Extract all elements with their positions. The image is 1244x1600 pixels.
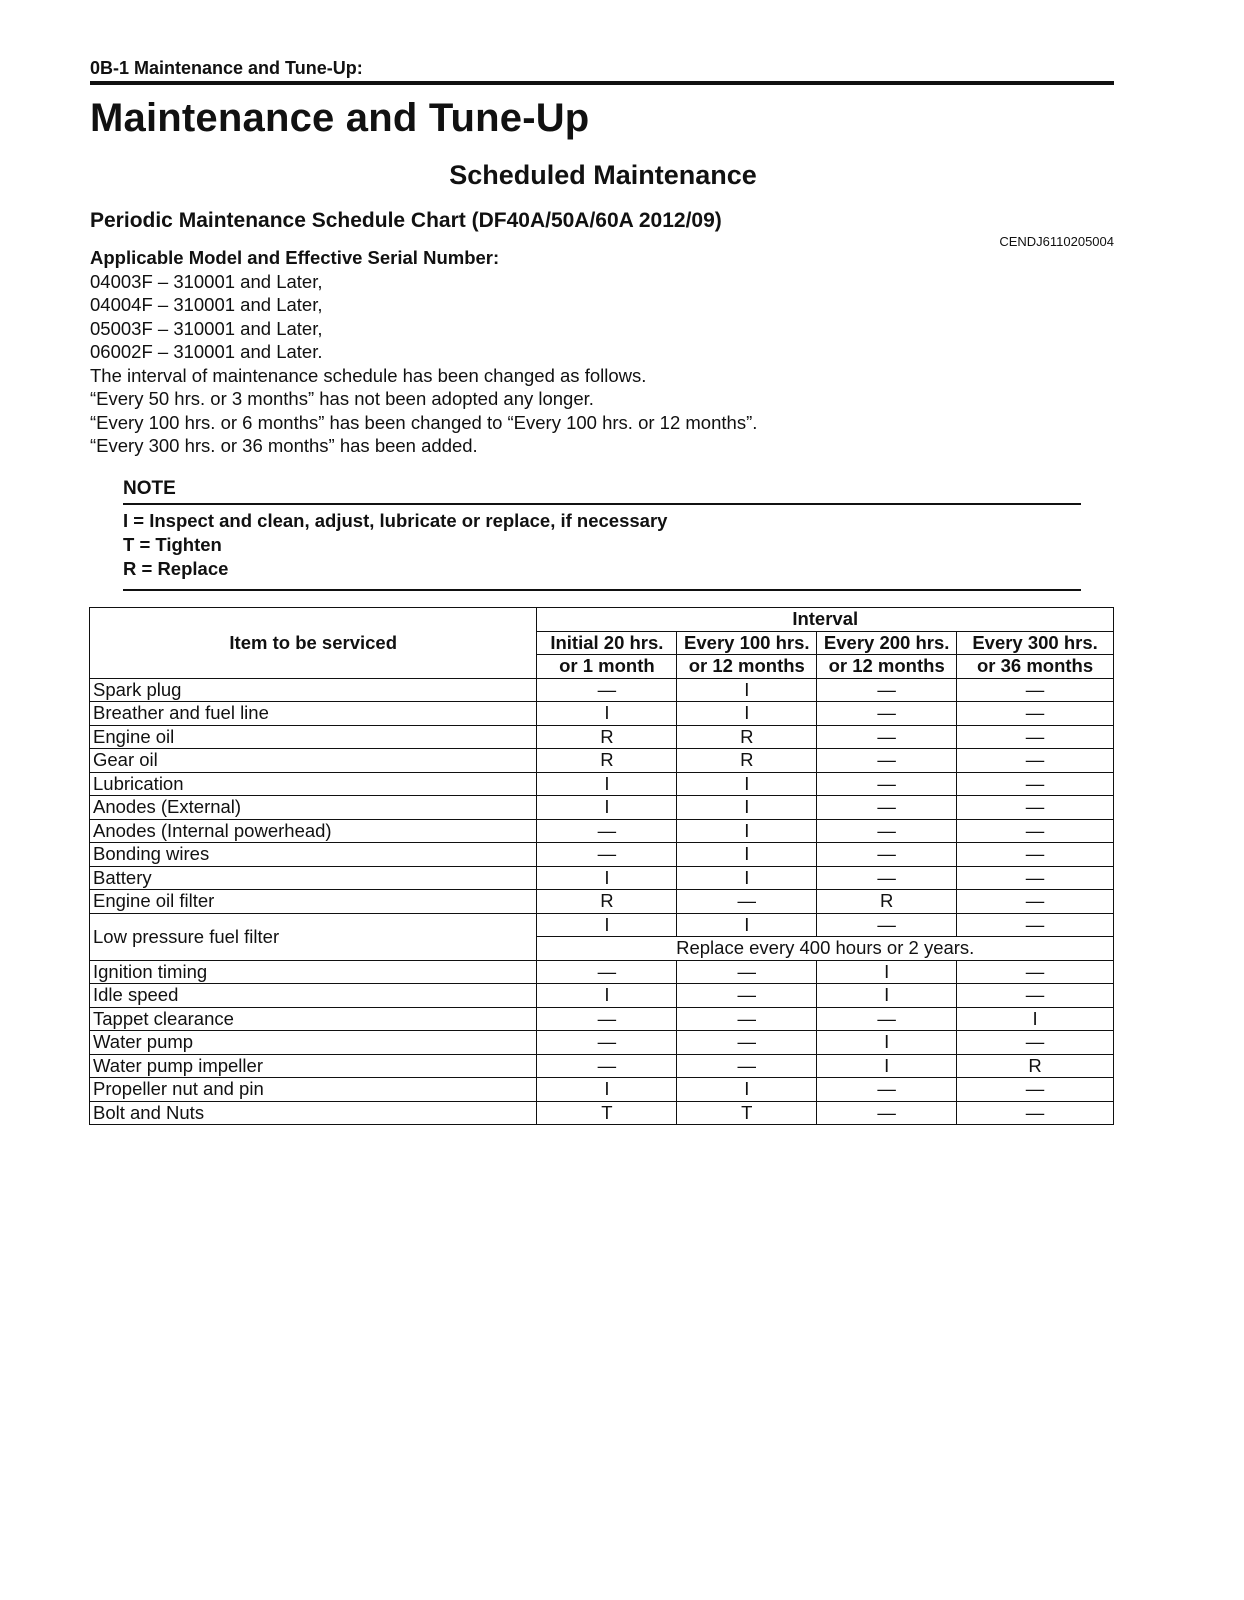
table-row xyxy=(90,984,1114,1008)
interval-cell: R xyxy=(537,749,677,773)
interval-col-header: Every 300 hrs. xyxy=(957,631,1114,655)
section-title: Scheduled Maintenance xyxy=(449,160,757,190)
interval-cell: — xyxy=(677,1007,817,1031)
table-row xyxy=(90,913,1114,937)
interval-cell: — xyxy=(817,866,957,890)
item-cell: Anodes (Internal powerhead) xyxy=(90,819,537,843)
table-row xyxy=(90,678,1114,702)
interval-cell: — xyxy=(957,843,1114,867)
low-pressure-filter-rows xyxy=(90,913,1114,960)
interval-cell: — xyxy=(817,772,957,796)
interval-cell: — xyxy=(957,866,1114,890)
note-heading: NOTE xyxy=(123,478,176,499)
interval-cell: — xyxy=(817,1007,957,1031)
interval-cell: T xyxy=(537,1101,677,1125)
note-line: T = Tighten xyxy=(123,534,222,555)
interval-cell: — xyxy=(817,749,957,773)
interval-cell: T xyxy=(677,1101,817,1125)
interval-cell: — xyxy=(537,678,677,702)
interval-cell: — xyxy=(817,678,957,702)
interval-cell: I xyxy=(677,796,817,820)
interval-cell: — xyxy=(957,960,1114,984)
replace-note-cell: Replace every 400 hours or 2 years. xyxy=(537,937,1114,961)
table-row xyxy=(90,866,1114,890)
interval-col-subheader: or 12 months xyxy=(677,655,817,679)
table-row xyxy=(90,890,1114,914)
applicable-line: 04004F – 310001 and Later, xyxy=(90,294,323,315)
interval-cell: — xyxy=(677,1054,817,1078)
interval-cell: — xyxy=(957,749,1114,773)
item-cell: Low pressure fuel filter xyxy=(90,913,537,960)
interval-cell: — xyxy=(677,1031,817,1055)
interval-cell: — xyxy=(537,843,677,867)
item-cell: Idle speed xyxy=(90,984,537,1008)
interval-cell: I xyxy=(817,1031,957,1055)
interval-cell: — xyxy=(957,678,1114,702)
interval-cell: I xyxy=(537,796,677,820)
applicable-line: The interval of maintenance schedule has been changed as follows. xyxy=(90,364,647,386)
interval-cell: I xyxy=(537,984,677,1008)
applicable-line: 05003F – 310001 and Later, xyxy=(90,317,323,339)
interval-cell: — xyxy=(537,1031,677,1055)
interval-cell: — xyxy=(957,819,1114,843)
interval-cell: I xyxy=(677,866,817,890)
table-row xyxy=(90,1101,1114,1125)
applicable-line: “Every 300 hrs. or 36 months” has been added. xyxy=(90,435,478,456)
interval-cell: I xyxy=(677,702,817,726)
applicable-line: “Every 50 hrs. or 3 months” has not been adopted any longer. xyxy=(90,388,594,409)
interval-cell: R xyxy=(537,725,677,749)
item-cell: Tappet clearance xyxy=(90,1007,537,1031)
interval-cell: — xyxy=(817,819,957,843)
interval-cell: — xyxy=(537,1054,677,1078)
interval-cell: — xyxy=(817,725,957,749)
item-cell: Engine oil xyxy=(90,725,537,749)
interval-cell: — xyxy=(957,772,1114,796)
chapter-title: Maintenance and Tune-Up xyxy=(90,96,590,140)
interval-cell: I xyxy=(677,678,817,702)
interval-cell: I xyxy=(677,843,817,867)
item-cell: Ignition timing xyxy=(90,960,537,984)
table-row xyxy=(90,1078,1114,1102)
applicable-line: 04003F – 310001 and Later, xyxy=(90,270,323,292)
applicable-line: 06002F – 310001 and Later. xyxy=(90,341,323,362)
item-cell: Anodes (External) xyxy=(90,796,537,820)
interval-cell: — xyxy=(817,702,957,726)
interval-col-subheader: or 36 months xyxy=(957,655,1114,679)
interval-cell: — xyxy=(677,984,817,1008)
interval-cell: — xyxy=(817,913,957,937)
interval-cell: — xyxy=(957,796,1114,820)
interval-cell: I xyxy=(537,1078,677,1102)
interval-header: Interval xyxy=(537,608,1114,632)
interval-cell: I xyxy=(677,1078,817,1102)
interval-cell: — xyxy=(537,1007,677,1031)
schedule-rows-a xyxy=(90,678,1114,913)
interval-cell: — xyxy=(957,1031,1114,1055)
interval-cell: — xyxy=(537,960,677,984)
table-row xyxy=(90,772,1114,796)
item-header: Item to be serviced xyxy=(90,608,537,679)
item-cell: Engine oil filter xyxy=(90,890,537,914)
interval-cell: — xyxy=(957,702,1114,726)
document-code: CENDJ6110205004 xyxy=(999,234,1114,249)
maintenance-schedule-table xyxy=(89,607,1114,1125)
note-line: I = Inspect and clean, adjust, lubricate or replace, if necessary xyxy=(123,510,668,531)
interval-cell: I xyxy=(537,913,677,937)
interval-cell: I xyxy=(817,1054,957,1078)
item-cell: Gear oil xyxy=(90,749,537,773)
interval-cell: R xyxy=(677,749,817,773)
applicable-line: “Every 100 hrs. or 6 months” has been changed to “Every 100 hrs. or 12 months”. xyxy=(90,411,758,433)
interval-cell: I xyxy=(957,1007,1114,1031)
item-cell: Battery xyxy=(90,866,537,890)
interval-cell: I xyxy=(677,772,817,796)
interval-cell: — xyxy=(677,960,817,984)
item-cell: Water pump xyxy=(90,1031,537,1055)
interval-cell: I xyxy=(817,984,957,1008)
interval-cell: — xyxy=(537,819,677,843)
interval-cell: — xyxy=(817,1078,957,1102)
interval-col-header: Every 200 hrs. xyxy=(817,631,957,655)
interval-cell: I xyxy=(537,702,677,726)
interval-cell: I xyxy=(537,866,677,890)
running-header: 0B-1 Maintenance and Tune-Up: xyxy=(90,58,363,78)
interval-cell: R xyxy=(677,725,817,749)
interval-cell: — xyxy=(677,890,817,914)
item-cell: Propeller nut and pin xyxy=(90,1078,537,1102)
table-row xyxy=(90,725,1114,749)
interval-cell: I xyxy=(537,772,677,796)
item-cell: Breather and fuel line xyxy=(90,702,537,726)
interval-cell: — xyxy=(957,913,1114,937)
table-row xyxy=(90,960,1114,984)
interval-col-header: Initial 20 hrs. xyxy=(537,631,677,655)
note-body xyxy=(123,505,1081,587)
interval-cell: — xyxy=(817,1101,957,1125)
item-cell: Water pump impeller xyxy=(90,1054,537,1078)
item-cell: Bolt and Nuts xyxy=(90,1101,537,1125)
note-bottom-rule xyxy=(123,589,1081,591)
table-row xyxy=(90,843,1114,867)
interval-col-subheader: or 12 months xyxy=(817,655,957,679)
interval-cell: — xyxy=(817,843,957,867)
table-row xyxy=(90,1054,1114,1078)
sub-title: Periodic Maintenance Schedule Chart (DF40A/50A/60A 2012/09) xyxy=(90,209,722,232)
header-rule xyxy=(90,81,1114,85)
interval-cell: — xyxy=(957,1101,1114,1125)
table-row xyxy=(90,749,1114,773)
interval-cell: I xyxy=(677,819,817,843)
applicable-models xyxy=(90,246,757,458)
table-row xyxy=(90,819,1114,843)
interval-cell: — xyxy=(957,890,1114,914)
interval-col-header: Every 100 hrs. xyxy=(677,631,817,655)
table-row xyxy=(90,702,1114,726)
interval-cell: — xyxy=(957,984,1114,1008)
interval-cell: R xyxy=(537,890,677,914)
table-row xyxy=(90,1031,1114,1055)
interval-cell: I xyxy=(817,960,957,984)
interval-cell: R xyxy=(817,890,957,914)
interval-col-subheader: or 1 month xyxy=(537,655,677,679)
interval-cell: R xyxy=(957,1054,1114,1078)
schedule-rows-b xyxy=(90,960,1114,1125)
note-line: R = Replace xyxy=(123,558,229,579)
item-cell: Lubrication xyxy=(90,772,537,796)
interval-cell: — xyxy=(957,725,1114,749)
table-row xyxy=(90,796,1114,820)
item-cell: Bonding wires xyxy=(90,843,537,867)
note-box xyxy=(123,477,1081,591)
applicable-heading: Applicable Model and Effective Serial Number: xyxy=(90,247,500,268)
table-row xyxy=(90,1007,1114,1031)
interval-cell: — xyxy=(817,796,957,820)
interval-cell: I xyxy=(677,913,817,937)
interval-cell: — xyxy=(957,1078,1114,1102)
item-cell: Spark plug xyxy=(90,678,537,702)
